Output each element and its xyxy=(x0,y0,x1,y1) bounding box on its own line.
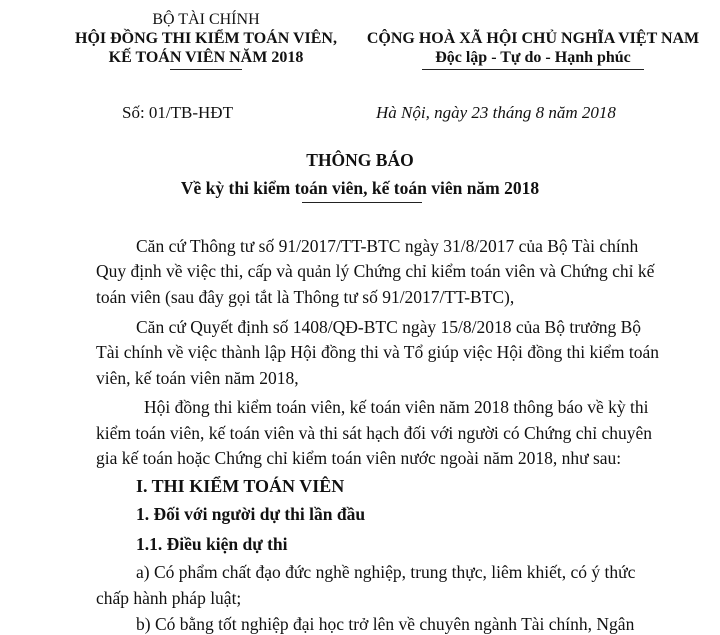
paragraph-2-line-3: viên, kế toán viên năm 2018, xyxy=(96,368,299,388)
document-title: THÔNG BÁO xyxy=(306,150,414,170)
paragraph-1-line-1: Căn cứ Thông tư số 91/2017/TT-BTC ngày 31/8/2017 của Bộ Tài chính xyxy=(136,236,639,256)
place-date: Hà Nội, ngày 23 tháng 8 năm 2018 xyxy=(376,103,616,122)
paragraph-3-line-1: Hội đồng thi kiểm toán viên, kế toán viên năm 2018 thông báo về kỳ thi xyxy=(144,397,649,417)
paragraph-1-line-3: toán viên (sau đây gọi tắt là Thông tư số 91/2017/TT-BTC), xyxy=(96,287,515,307)
title-rule xyxy=(302,202,422,203)
section-heading-i: I. THI KIỂM TOÁN VIÊN xyxy=(136,476,345,496)
item-a-line-2: chấp hành pháp luật; xyxy=(96,588,242,608)
paragraph-2-line-1: Căn cứ Quyết định số 1408/QĐ-BTC ngày 15/8/2018 của Bộ trưởng Bộ xyxy=(136,317,642,337)
section-heading-1: 1. Đối với người dự thi lần đầu xyxy=(136,504,366,524)
national-motto: Độc lập - Tự do - Hạnh phúc xyxy=(435,49,631,66)
item-b-line-1: b) Có bằng tốt nghiệp đại học trở lên về chuyên ngành Tài chính, Ngân xyxy=(136,614,635,634)
item-a-line-1: a) Có phẩm chất đạo đức nghề nghiệp, trung thực, liêm khiết, có ý thức xyxy=(136,562,636,582)
country-name: CỘNG HOÀ XÃ HỘI CHỦ NGHĨA VIỆT NAM xyxy=(366,30,700,47)
paragraph-3-line-2: kiểm toán viên, kế toán viên và thi sát hạch đối với người có Chứng chỉ chuyên xyxy=(96,423,653,443)
paragraph-3-line-3: gia kế toán hoặc Chứng chỉ kiểm toán viên nước ngoài năm 2018, như sau: xyxy=(96,448,622,468)
document-subtitle: Về kỳ thi kiểm toán viên, kế toán viên năm 2018 xyxy=(180,178,540,198)
document-number: Số: 01/TB-HĐT xyxy=(122,103,233,122)
paragraph-2-line-2: Tài chính về việc thành lập Hội đồng thi và Tổ giúp việc Hội đồng thi kiểm toán xyxy=(96,342,659,362)
council-name-line2: KẾ TOÁN VIÊN NĂM 2018 xyxy=(108,49,304,66)
ministry-name: BỘ TÀI CHÍNH xyxy=(152,11,260,28)
council-name-line1: HỘI ĐỒNG THI KIỂM TOÁN VIÊN, xyxy=(75,30,337,47)
right-header-rule xyxy=(422,69,644,70)
left-header-rule xyxy=(170,69,242,70)
section-heading-1-1: 1.1. Điều kiện dự thi xyxy=(136,534,288,554)
paragraph-1-line-2: Quy định về việc thi, cấp và quản lý Chứng chỉ kiểm toán viên và Chứng chỉ kế xyxy=(96,261,655,281)
